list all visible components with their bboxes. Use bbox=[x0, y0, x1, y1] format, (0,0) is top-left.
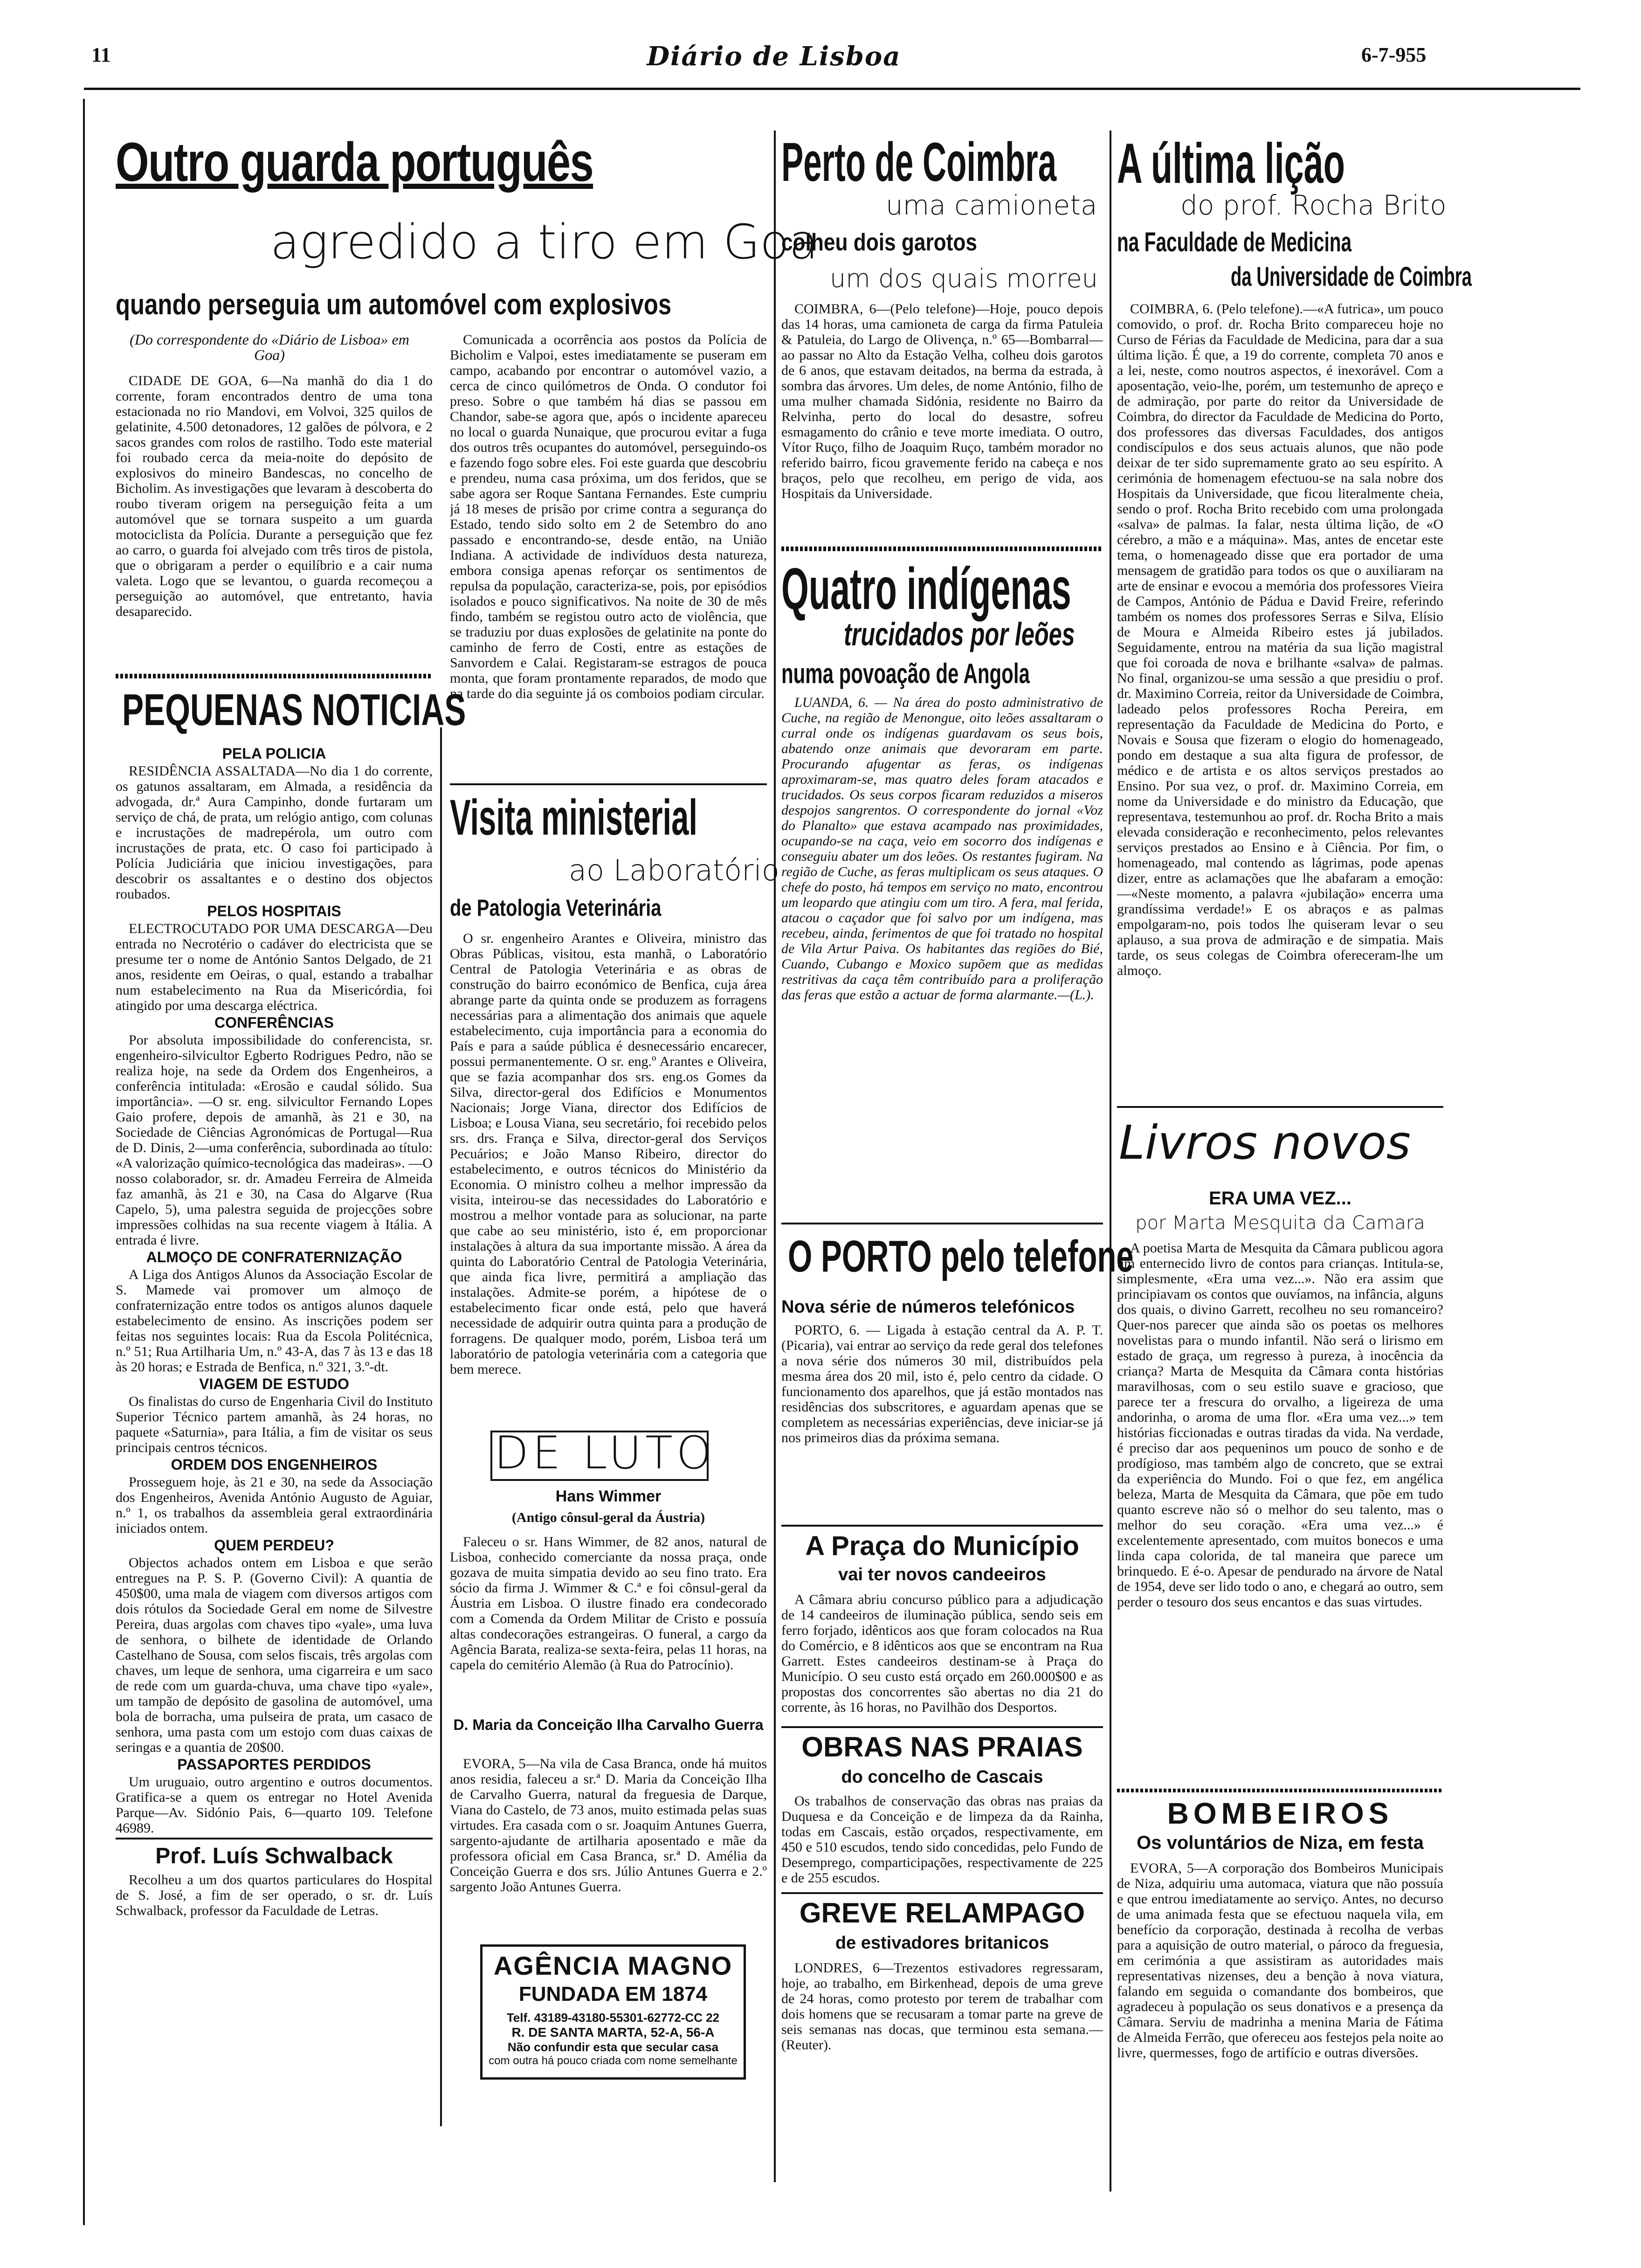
licao-sub3: da Universidade de Coimbra bbox=[1231, 262, 1472, 292]
luto-name1: Hans Wimmer bbox=[555, 1487, 662, 1505]
heading-hospitais: PELOS HOSPITAIS bbox=[207, 903, 341, 920]
text-policia: RESIDÊNCIA ASSALTADA—No dia 1 do corrente, os gatunos assaltaram, em Almada, a residência da advogada, dr.ª Aura Campinho, donde furtaram um serviço de chá, de prata, um relógio antigo, com colunas e incrustações de madrepérola, um outro com incrustações de prata, etc. O caso foi participado à Polícia Judiciária que iniciou investigações, para descobrir os assaltantes e o destino dos objectos roubados. bbox=[116, 763, 433, 902]
luto-body2: EVORA, 5—Na vila de Casa Branca, onde há muitos anos residia, faleceu a sr.ª D. Maria da Conceição Ilha de Carvalho Guerra, natural da freguesia de Darque, Viana do Castelo, de 73 anos, muito estimada pelas suas virtudes. Era casada com o sr. Joaquim Antunes Guerra, sargento-ajudante de artilharia aposentado e mãe da professora oficial em Casa Branca, sr.ª D. Amélia da Conceição Guerra e dos srs. Júlio Antunes Guerra e 2.º sargento João Antunes Guerra. bbox=[450, 1756, 767, 1895]
newspaper-masthead: Diário de Lisboa bbox=[647, 41, 901, 72]
text-viagem: Os finalistas do curso de Engenharia Civil do Instituto Superior Técnico partem amanhã, às 24 horas, no paquete «Saturnia», para Itália, a fim de visitar os seus principais centros técnicos. bbox=[116, 1394, 433, 1455]
agencia-line3: Telf. 43189-43180-55301-62772-CC 22 bbox=[506, 2011, 720, 2025]
obras-title: OBRAS NAS PRAIAS bbox=[801, 1731, 1083, 1763]
porto-sub: Nova série de números telefónicos bbox=[781, 1297, 1075, 1317]
praca-bottom-rule bbox=[781, 1726, 1103, 1728]
angola-body: LUANDA, 6. — Na área do posto administrativo de Cuche, na região de Menongue, oito leões assaltaram o curral onde os indígenas guardavam os seus bois, abatendo onze animais que devoraram em parte. Procurando afugentar as feras, os indígenas aproximaram-se, mas quatro deles foram atacados e trucidados. Os seus corpos ficaram reduzidos a miseros despojos sangrentos. O correspondente do jornal «Voz do Planalto» que estava acampado nas proximidades, ocupando-se na caça, veio em socorro dos indígenas e conseguiu abater um dos leões. Os restantes fugiram. Na região de Cuche, as feras multiplicam os seus ataques. O chefe do posto, há tempos em serviço no mato, encontrou um leopardo que atingiu com um tiro. A fera, mal ferida, atacou o caçador que foi salvo por um indígena, mas recebeu, ainda, ferimentos de que foi tratado no hospital de Vila Artur Paiva. Os habitantes das regiões do Bié, Cuando, Cubango e Moxico supõem que as medidas restritivas da caça têm contribuído para a proliferação das feras que estão a actuar de forma alarmante.—(L.). bbox=[781, 695, 1103, 1003]
art1-col1 bbox=[116, 373, 433, 671]
agencia-line5: Não confundir esta que secular casa bbox=[507, 2040, 719, 2054]
livros-title: Livros novos bbox=[1119, 1115, 1411, 1170]
visita-text bbox=[450, 931, 767, 1425]
licao-text bbox=[1117, 301, 1443, 1089]
heading-conferencias: CONFERÊNCIAS bbox=[214, 1014, 334, 1031]
visita-subtitle: ao Laboratório bbox=[569, 853, 779, 887]
pequenas-column bbox=[116, 746, 433, 2145]
heading-viagem: VIAGEM DE ESTUDO bbox=[199, 1376, 349, 1392]
agencia-line6: com outra há pouco criada com nome semelhante bbox=[489, 2054, 738, 2067]
text-schwalback: Recolheu a um dos quartos particulares do Hospital de S. José, a fim de ser operado, o sr. dr. Luís Schwalback, professor da Faculdade de Letras. bbox=[116, 1872, 433, 1918]
luto-title: DE LUTO bbox=[494, 1427, 716, 1479]
bombeiros-text bbox=[1117, 1860, 1443, 2122]
bombeiros-body: EVORA, 5—A corporação dos Bombeiros Municipais de Niza, adquiriu uma automaca, viatura que não possuía e que entrou imediatamente ao serviço. Antes, no decurso de uma animada festa que se efectuou naquela vila, em benefício da corporação, destinada à recolha de verbas para a aquisição de outro material, o pároco da freguesia, em cerimónia a que assistiram as autoridades mais representativas nizenses, deu a benção à nova viatura, falando em seguida o comandante dos bombeiros, que agradeceu à população os seus donativos e a presença da Câmara. Serviu de madrinha a menina Maria de Fátima de Almeida Ferrão, que ofereceu aos festejos pela noite ao livre, quermesses, fogo de artifício e outras diversões. bbox=[1117, 1860, 1443, 2061]
agencia-line4: R. DE SANTA MARTA, 52-A, 56-A bbox=[511, 2025, 715, 2040]
obras-text bbox=[781, 1793, 1103, 1887]
coimbra-sub2: colheu dois garotos bbox=[781, 229, 977, 256]
livros-sub1: ERA UMA VEZ... bbox=[1209, 1188, 1351, 1209]
obras-sub: do concelho de Cascais bbox=[841, 1767, 1043, 1787]
text-almoco: A Liga dos Antigos Alunos da Associação Escolar de S. Mamede vai promover um almoço de confraternização entre todos os antigos alunos daquele estabelecimento de ensino. As inscrições podem ser feitas nos seguintes locais: Rua da Escola Politécnica, n.º 51; Rua Artilharia Um, n.º 43-A, das 7 às 13 e das 18 às 20 horas; e Estrada de Benfica, n.º 321, 3.º-dt. bbox=[116, 1267, 433, 1375]
heading-schwalback: Prof. Luís Schwalback bbox=[116, 1838, 433, 1870]
agencia-magno-ad bbox=[480, 1944, 746, 2080]
text-ordem: Prosseguem hoje, às 21 e 30, na sede da Associação dos Engenheiros, Avenida António Augusto de Aguiar, n.º 1, os trabalhos da assembleia geral extraordinária iniciados ontem. bbox=[116, 1474, 433, 1536]
heading-policia: PELA POLICIA bbox=[222, 746, 326, 762]
obras-bottom-rule bbox=[781, 1892, 1103, 1894]
angola-bottom-rule bbox=[781, 1223, 1103, 1224]
luto-text1 bbox=[450, 1534, 767, 1711]
coimbra-sub3: um dos quais morreu bbox=[830, 264, 1098, 293]
angola-title: Quatro indígenas bbox=[781, 556, 1071, 622]
col-rule-c bbox=[1110, 131, 1111, 2192]
text-passaportes: Um uruguaio, outro argentino e outros documentos. Gratifica-se a quem os entregar no Hotel Avenida Parque—Av. Sidónio Pais, 6—quarto 109. Telefone 46989. bbox=[116, 1774, 433, 1836]
coimbra-body: COIMBRA, 6—(Pelo telefone)—Hoje, pouco depois das 14 horas, uma camioneta de carga da firma Patuleia & Patuleia, do Largo de Olivença, n.º 65—Bombarral—ao passar no Alto da Estação Velha, colheu dois garotos de 6 anos, que estavam deitados, na berma da estrada, à sombra das árvores. Um deles, de nome António, filho de uma mulher chamada Sidónia, residente no Bairro da Relvinha, perto do local do desastre, sofreu esmagamento do crânio e teve morte imediata. O outro, Vítor Ruço, filho de Joaquim Ruço, também morador no referido bairro, ficou gravemente ferido na cabeça e nos braços, pelo que recolheu, em perigo de vida, aos Hospitais da Universidade. bbox=[781, 301, 1103, 501]
agencia-line1: AGÊNCIA MAGNO bbox=[493, 1951, 733, 1980]
coimbra-title: Perto de Coimbra bbox=[781, 131, 1057, 193]
visita-body: O sr. engenheiro Arantes e Oliveira, ministro das Obras Públicas, visitou, esta manhã, o Laboratório Central de Patologia Veterinária e as obras de construção do bairro económico de Benfica, cuja área abrange parte da quinta onde se produzem as forragens necessárias para a alimentação dos animais que aquele estabelecimento, cuja importância para a economia do País e para a saúde pública é desnecessário encarecer, possui permanentemente. O sr. eng.º Arantes e Oliveira, que se fazia acompanhar dos srs. eng.os Gomes da Silva, director-geral dos Edifícios e Monumentos Nacionais; Jorge Viana, director dos Edifícios de Lisboa; e Lousa Viana, seu secretário, foi recebido pelos srs. drs. França e Silva, director-geral dos Serviços Pecuários; e João Manso Ribeiro, director do estabelecimento, e outros técnicos do Ministério da Economia. O ministro colheu a melhor impressão da visita, inteirou-se das necessidades do Laboratório e mostrou a melhor vontade para as solucionar, na parte que cabe ao seu ministério, isto é, em proporcionar instalações à altura da sua importante missão. A área da quinta do Laboratório Central de Patologia Veterinária, que ainda fica livre, permitirá a ampliação das instalações. Admite-se porém, a hipótese de o estabelecimento ficar onde está, pelo que haverá necessidade de adquirir outra quinta para a produção de forragens. De qualquer modo, porém, Lisboa terá um laboratório de patologia veterinária com a categoria que bem merece. bbox=[450, 931, 767, 1377]
text-perdeu: Objectos achados ontem em Lisboa e que serão entregues na P. S. P. (Governo Civil): A quantia de 450$00, uma mala de viagem com diversos artigos com dois rótulos da Sociedade Geral em nome de Silvestre Pereira, duas argolas com chaves tipo «yale», uma luva de senhora, o bilhete de identidade de Orlando Castelhano de Sousa, com selos fiscais, três argolas com chaves, um leque de senhora, uma cigarreira e um saco de rede com um guarda-chuva, uma chave tipo «yale», um tampão de depósito de gasolina de automóvel, uma bola de borracha, uma pulseira de prata, um casaco de senhora, uma pasta com um estojo com duas caixas de seringas e a quantia de 20$00. bbox=[116, 1555, 433, 1755]
heading-almoco: ALMOÇO DE CONFRATERNIZAÇÃO bbox=[146, 1249, 402, 1265]
art1-bottom-rule bbox=[116, 674, 433, 678]
licao-sub1: do prof. Rocha Brito bbox=[1180, 189, 1447, 221]
art1-col2-text: Comunicada a ocorrência aos postos da Polícia de Bicholim e Valpoi, estes imediatamente se puseram em campo, acabando por encontrar o automóvel vazio, a cerca de cinco quilómetros de Onda. O condutor foi preso. Sobre o que também há dias se passou em Chandor, sabe-se agora que, após o incidente apareceu no local o guarda Nunaique, que procurou evitar a fuga dos outros três ocupantes do automóvel, perseguindo-os e fazendo fogo sobre eles. Foi este guarda que descobriu e prendeu, numa casa próxima, um dos feridos, que se sabe agora ser Roque Santana Fernandes. Este cumpriu já 18 meses de prisão por crime contra a segurança do Estado, tendo sido solto em 2 de Setembro do ano passado e encontrando-se, desde então, na União Indiana. A actividade de indivíduos desta natureza, embora consiga apenas reforçar os sentimentos de repulsa da população, caracteriza-se, pois, por episódios isolados e pouco significativos. Na noite de 30 de mês findo, também se registou outro acto de violência, que se traduziu por duas explosões de gelatinite na ponte do caminho de ferro de Costi, entre as estações de Sanvordem e Calai. Registaram-se estragos de pouca monta, que foram prontamente reparados, de modo que na tarde do dia seguinte já os comboios podiam circular. bbox=[450, 332, 767, 701]
col-rule-b bbox=[774, 131, 776, 2182]
coimbra-sub1: uma camioneta bbox=[886, 189, 1097, 221]
subhead-automovel: quando perseguia um automóvel com explosivos bbox=[116, 289, 672, 321]
obras-body: Os trabalhos de conservação das obras nas praias da Duquesa e da Conceição e de limpeza da da Rainha, todas em Cascais, estão orçados, respectivamente, em 450 e 510 escudos, tendo sido concedidas, pelo Fundo de Desemprego, comparticipações, respectivamente de 225 e de 255 escudos. bbox=[781, 1793, 1103, 1886]
angola-sub2: numa povoação de Angola bbox=[781, 658, 1030, 689]
praca-title: A Praça do Município bbox=[805, 1531, 1079, 1561]
text-hospitais: ELECTROCUTADO POR UMA DESCARGA—Deu entrada no Necrotério o cadáver do electricista que se presume ter o nome de António Santos Delgado, de 21 anos, residente em Oeiras, o qual, estando a trabalhar num estabelecimento na Rua da Misericórdia, foi atingido por uma descarga eléctrica. bbox=[116, 921, 433, 1013]
praca-body: A Câmara abriu concurso público para a adjudicação de 14 candeeiros de iluminação pública, sendo seis em ferro forjado, idênticos aos que foram colocados na Rua do Comércio, e 8 idênticos aos que se encontram na Rua Garrett. Estes candeeiros destinam-se à Praça do Município. O seu custo está orçado em 260.000$00 e as propostas dos concorrentes são abertas no dia 21 do corrente, às 16 horas, no Pavilhão dos Desportos. bbox=[781, 1592, 1103, 1715]
visita-subtitle2: de Patologia Veterinária bbox=[450, 895, 662, 921]
art1-col1-text: CIDADE DE GOA, 6—Na manhã do dia 1 do corrente, foram encontrados dentro de uma tona estacionada no rio Mandovi, em Volvoi, 325 quilos de gelatinite, 4.500 detonadores, 12 galões de pólvora, e 2 sacos grandes com rolos de rastilho. Todo este material foi roubado cerca da meia-noite do depósito de explosivos do mineiro Bandescas, no concelho de Bicholim. As investigações que levaram à descoberta do roubo tiveram origem na perseguição feita a um automóvel que se tornara suspeito a um guarda motociclista da Polícia. Durante a perseguição que fez ao carro, o guarda foi alvejado com três tiros de pistola, que o obrigaram a perder o equilíbrio e a cair numa valeta. Logo que se levantou, o guarda recomeçou a perseguição ao automóvel, que entretanto, havia desaparecido. bbox=[116, 373, 433, 619]
praca-text bbox=[781, 1592, 1103, 1722]
livros-body: A poetisa Marta de Mesquita da Câmara publicou agora um enternecido livro de contos para crianças. Intitula-se, simplesmente, «Era uma vez...». Não era assim que principiavam os contos que ouvíamos, na infância, alguns dos quais, o divino Garrett, recolheu no seu romanceiro? Quer-nos parecer que ainda são os poetas os melhores novelistas para o mundo infantil. Não será o lirismo em estado de graça, um regresso à pureza, à inocência da criança? Marta de Mesquita da Câmara conta histórias maravilhosas, com o seu estilo suave e gracioso, que parece ter a frescura do orvalho, a ligeireza de uma andorinha, o aroma de uma flor. «Era uma vez...» tem histórias ficcionadas e outras tiradas da vida. Na verdade, é preciso dar aos pequeninos um pouco de sonho e de prodígioso, mas também algo de concreto, que se extrai da experiência do Mundo. Foi o que fez, em angélica beleza, Marta de Mesquita da Câmara, que põe em tudo quanto escreve não só o melhor do seu talento, mas o melhor do seu coração. «Era uma vez...» é excelentemente apresentado, com muitos bonecos e uma linda capa colorida, de tal maneira que parece um brinquedo. E é-o. Apesar de pendurado na árvore de Natal de 1954, deve ser lido todo o ano, e chegará ao outro, sem perder o tesouro dos seus encantos e das suas virtudes. bbox=[1117, 1240, 1443, 1610]
heading-passaportes: PASSAPORTES PERDIDOS bbox=[177, 1756, 371, 1773]
visita-top-rule bbox=[450, 783, 767, 785]
porto-text bbox=[781, 1322, 1103, 1518]
licao-sub2: na Faculdade de Medicina bbox=[1117, 227, 1352, 257]
luto-body1: Faleceu o sr. Hans Wimmer, de 82 anos, natural de Lisboa, conhecido comerciante da nossa praça, onde gozava de muita simpatia devido ao seu fino trato. Era sócio da firma J. Wimmer & C.ª e foi cônsul-geral da Áustria em Lisboa. O ilustre finado era condecorado com a Comenda da Ordem Militar de Cristo e possuía altas condecorações estrangeiras. O funeral, a cargo da Agência Barata, realiza-se sexta-feira, pelas 11 horas, na capela do cemitério Alemão (à Rua do Patrocínio). bbox=[450, 1534, 767, 1673]
issue-date: 6-7-955 bbox=[1361, 43, 1427, 66]
coimbra-text bbox=[781, 301, 1103, 544]
art1-col2 bbox=[450, 332, 767, 780]
coimbra-bottom-rule bbox=[781, 546, 1103, 551]
angola-text bbox=[781, 695, 1103, 1212]
text-conferencias: Por absoluta impossibilidade do conferencista, sr. engenheiro-silvicultor Egberto Rodrigues Pedro, não se realiza hoje, na sede da Ordem dos Engenheiros, a conferência intitulada: «Erosão e caudal sólido. Sua importância». —O sr. eng. silvicultor Fernando Lopes Gaio profere, depois de amanhã, às 21 e 30, na Sociedade de Ciências Agronómicas de Portugal—Rua de D. Dinis, 2—uma conferência, subordinada ao título: «A valorização químico-tecnológica das madeiras». —O nosso colaborador, sr. dr. Amadeu Ferreira de Almeida faz amanhã, às 21 e 30, na Casa do Algarve (Rua Capelo, 5), uma palestra seguida de projecções sobre impressões colhidas na sua recente viagem à Itália. A entrada é livre. bbox=[116, 1032, 433, 1248]
byline-goa bbox=[116, 332, 423, 365]
greve-text bbox=[781, 1960, 1103, 2072]
left-frame-rule bbox=[83, 99, 85, 2225]
masthead-rule bbox=[84, 88, 1580, 90]
livros-sub2: por Marta Mesquita da Camara bbox=[1135, 1212, 1425, 1234]
porto-body: PORTO, 6. — Ligada à estação central da A. P. T. (Picaria), vai entrar ao serviço da rede geral dos telefones a nova série dos números 30 mil, distribuídos pela mesma área dos 20 mil, isto é, pelo centro da cidade. O funcionamento dos aparelhos, que já estão montados nas residências dos subscritores, e aguardam apenas que se completem as necessárias experiências, deve iniciar-se já nos primeiros dias da próxima semana. bbox=[781, 1322, 1103, 1445]
byline-text: (Do correspondente do «Diário de Lisboa» em Goa) bbox=[130, 332, 409, 363]
visita-title: Visita ministerial bbox=[450, 789, 697, 845]
angola-sub1: trucidados por leões bbox=[844, 616, 1075, 652]
subhead-agredido: agredido a tiro em Goa bbox=[270, 214, 819, 270]
heading-perdeu: QUEM PERDEU? bbox=[214, 1537, 334, 1554]
pequenas-noticias-title: PEQUENAS NOTICIAS bbox=[122, 685, 466, 735]
col-rule-a bbox=[440, 727, 442, 2126]
licao-title: A última lição bbox=[1117, 131, 1345, 195]
livros-bottom-rule bbox=[1117, 1789, 1443, 1792]
licao-bottom-rule bbox=[1117, 1106, 1443, 1108]
agencia-line2: FUNDADA EM 1874 bbox=[518, 1983, 708, 2005]
porto-bottom-rule bbox=[781, 1525, 1103, 1527]
greve-title: GREVE RELAMPAGO bbox=[799, 1897, 1085, 1929]
greve-sub: de estivadores britanicos bbox=[835, 1933, 1049, 1953]
heading-ordem: ORDEM DOS ENGENHEIROS bbox=[171, 1456, 378, 1473]
luto-text2 bbox=[450, 1756, 767, 1938]
praca-sub: vai ter novos candeeiros bbox=[838, 1565, 1046, 1584]
luto-name2: D. Maria da Conceição Ilha Carvalho Guerra bbox=[453, 1716, 764, 1733]
livros-text bbox=[1117, 1240, 1443, 1786]
headline-outro-guarda: Outro guarda português bbox=[116, 131, 593, 193]
page-number: 11 bbox=[91, 43, 111, 66]
licao-body: COIMBRA, 6. (Pelo telefone).—«A futrica», um pouco comovido, o prof. dr. Rocha Brito compareceu hoje no Curso de Férias da Faculdade de Medicina, para dar a sua última lição. É que, a 19 do corrente, completa 70 anos e a lei, neste, como noutros aspectos, é inexorável. Com a aposentação, veio-lhe, porém, um testemunho de apreço e de admiração, por parte do reitor da Universidade de Coimbra, do director da Faculdade de Medicina do Porto, dos professores das diversas Faculdades, dos antigos condiscípulos e dos seus actuais alunos, que não pode deixar de ter sido supremamente grato ao seu espírito. A cerimónia de homenagem efectuou-se na sala nobre dos Hospitais da Universidade, que ficou literalmente cheia, sendo o prof. Rocha Brito recebido com uma prolongada «salva» de palmas. Ia falar, nesta última lição, de «O cérebro, a mão e a máquina». Mas, antes de encetar este tema, o homenageado disse que era portador de uma mensagem de gratidão para todos os que o auxiliaram na arte de ensinar e evocou a memória dos professores Vieira de Campos, António de Pádua e David Freire, referindo também os nomes dos professores Serras e Silva, Elísio de Moura e Almeida Ribeiro estes já jubilados. Seguidamente, entrou na matéria da sua lição magistral que foi coroada de nova e brilhante «salva» de palmas. No final, organizou-se uma sessão a que presidiu o prof. dr. Maximino Correia, reitor da Universidade de Coimbra, ladeado pelos professores Rocha Pereira, em representação da Faculdade de Medicina do Porto, e Novais e Sousa que fizeram o elogio do homenageado, pondo em destaque a sua alta figura de professor, de médico e de artista e os altos serviços prestados ao Ensino. Por sua vez, o prof. dr. Maximino Correia, em nome da Universidade e do ministro da Educação, que representava, testemunhou ao prof. dr. Rocha Brito a mais elevada consideração e reconhecimento, pelos relevantes serviços prestados ao Ensino e à Ciência. Por fim, o homenageado, mal contendo as lágrimas, pode apenas dizer, entre as aclamações que lhe abafaram a emoção: —«Neste momento, a palavra «jubilação» encerra uma grandíssima verdade!» E os abraços e as palmas empolgaram-no, pois todos lhe quiseram levar o seu aplauso, a sua prova de admiração e de simpatia. Mais tarde, os seus colegas de Coimbra ofereceram-lhe um almoço. bbox=[1117, 301, 1443, 978]
greve-body: LONDRES, 6—Trezentos estivadores regressaram, hoje, ao trabalho, em Birkenhead, depois de uma greve de 24 horas, como protesto por terem de trabalhar com dois homens que se recusaram a tomar parte na greve de seis semanas nas docas, que terminou esta semana.—(Reuter). bbox=[781, 1960, 1103, 2053]
bombeiros-title: BOMBEIROS bbox=[1167, 1797, 1393, 1830]
luto-role1: (Antigo cônsul-geral da Áustria) bbox=[511, 1510, 705, 1525]
bombeiros-sub: Os voluntários de Niza, em festa bbox=[1137, 1832, 1424, 1853]
porto-title: O PORTO pelo telefone bbox=[788, 1231, 1134, 1281]
